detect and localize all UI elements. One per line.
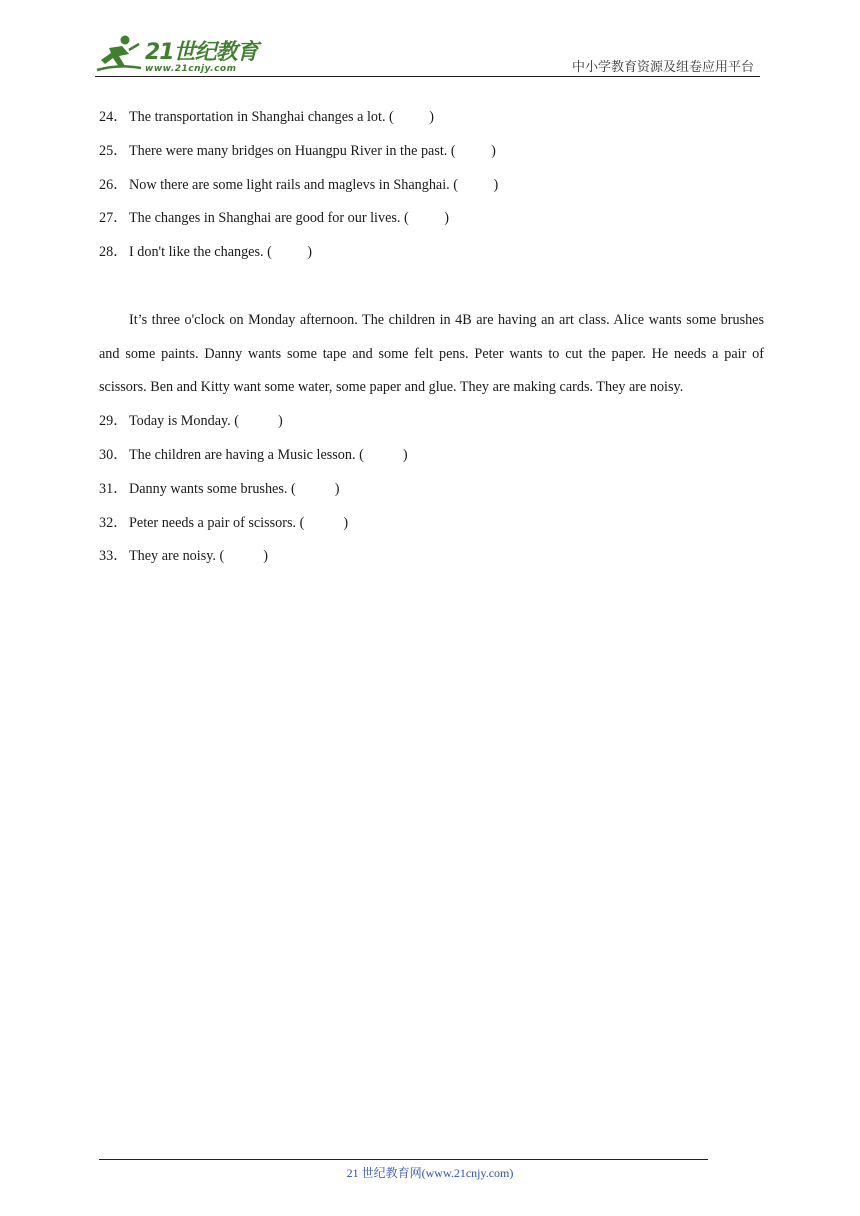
- question-item: [99, 473, 764, 507]
- question-number: 26．: [99, 176, 128, 193]
- answer-blank[interactable]: [272, 244, 307, 260]
- question-text: Today is Monday. (: [129, 413, 239, 430]
- question-item: [99, 236, 764, 270]
- answer-close-paren: ): [444, 210, 449, 227]
- question-number: 29．: [99, 413, 128, 430]
- header-divider: [95, 76, 760, 77]
- worksheet-content: [99, 101, 764, 574]
- question-item: [99, 135, 764, 169]
- question-item: [99, 439, 764, 473]
- question-item: [99, 101, 764, 135]
- site-logo[interactable]: [95, 34, 265, 76]
- answer-close-paren: ): [493, 176, 499, 193]
- section-gap: [99, 270, 764, 304]
- answer-blank[interactable]: [296, 481, 335, 497]
- question-number: 30．: [99, 446, 128, 463]
- footer-link[interactable]: 21 世纪教育网(www.21cnjy.com): [346, 1166, 514, 1180]
- question-number: 32．: [99, 514, 128, 531]
- answer-close-paren: ): [307, 244, 313, 261]
- question-number: 28．: [99, 244, 128, 261]
- answer-close-paren: ): [491, 142, 496, 159]
- answer-blank[interactable]: [239, 413, 278, 429]
- question-text: I don't like the changes. (: [129, 244, 272, 261]
- answer-blank[interactable]: [364, 447, 403, 463]
- question-text: Now there are some light rails and maglevs in Shanghai. (: [129, 176, 458, 193]
- question-number: 33．: [99, 548, 128, 565]
- logo-site: www.21cnjy.com: [145, 64, 237, 74]
- answer-blank[interactable]: [456, 143, 491, 159]
- question-text: Danny wants some brushes. (: [129, 480, 296, 497]
- question-text: There were many bridges on Huangpu River in the past. (: [129, 142, 456, 159]
- answer-close-paren: ): [263, 548, 268, 565]
- answer-close-paren: ): [402, 446, 408, 463]
- answer-close-paren: ): [343, 514, 349, 531]
- answer-close-paren: ): [429, 109, 434, 125]
- answer-close-paren: ): [334, 480, 340, 497]
- question-number: 25．: [99, 142, 128, 159]
- footer-divider: [99, 1159, 708, 1160]
- question-item: [99, 507, 764, 541]
- question-item: [99, 540, 764, 574]
- question-number: 31．: [99, 480, 128, 497]
- page-header: [95, 30, 760, 78]
- question-number: 27．: [99, 210, 128, 227]
- question-list-a: [99, 101, 764, 270]
- answer-close-paren: ): [278, 413, 283, 430]
- question-number: 24．: [99, 109, 128, 125]
- question-text: The changes in Shanghai are good for our lives. (: [129, 210, 409, 227]
- header-tagline: 中小学教育资源及组卷应用平台: [571, 59, 754, 74]
- question-text: They are noisy. (: [129, 548, 225, 565]
- answer-blank[interactable]: [394, 109, 429, 125]
- question-text: The transportation in Shanghai changes a lot. (: [129, 109, 394, 125]
- logo-brand: 21世纪教育: [145, 40, 258, 65]
- question-item: [99, 405, 764, 439]
- runner-icon: [95, 34, 143, 76]
- answer-blank[interactable]: [224, 548, 263, 564]
- answer-blank[interactable]: [458, 177, 493, 193]
- question-text: The children are having a Music lesson. (: [129, 446, 364, 463]
- answer-blank[interactable]: [304, 515, 343, 531]
- question-text: Peter needs a pair of scissors. (: [129, 514, 305, 531]
- question-list-b: [99, 405, 764, 574]
- answer-blank[interactable]: [409, 210, 444, 226]
- reading-passage: It’s three o'clock on Monday afternoon. The children in 4B are having an art class. Alice wants some brushes and some paints. Danny wants some tape and some felt pens. Peter wants to cut the paper. He needs a pair of scissors. Ben and Kitty want some water, some paper and glue. They are making cards. They are noisy.: [99, 311, 764, 396]
- question-item: [99, 202, 764, 236]
- question-item: [99, 169, 764, 203]
